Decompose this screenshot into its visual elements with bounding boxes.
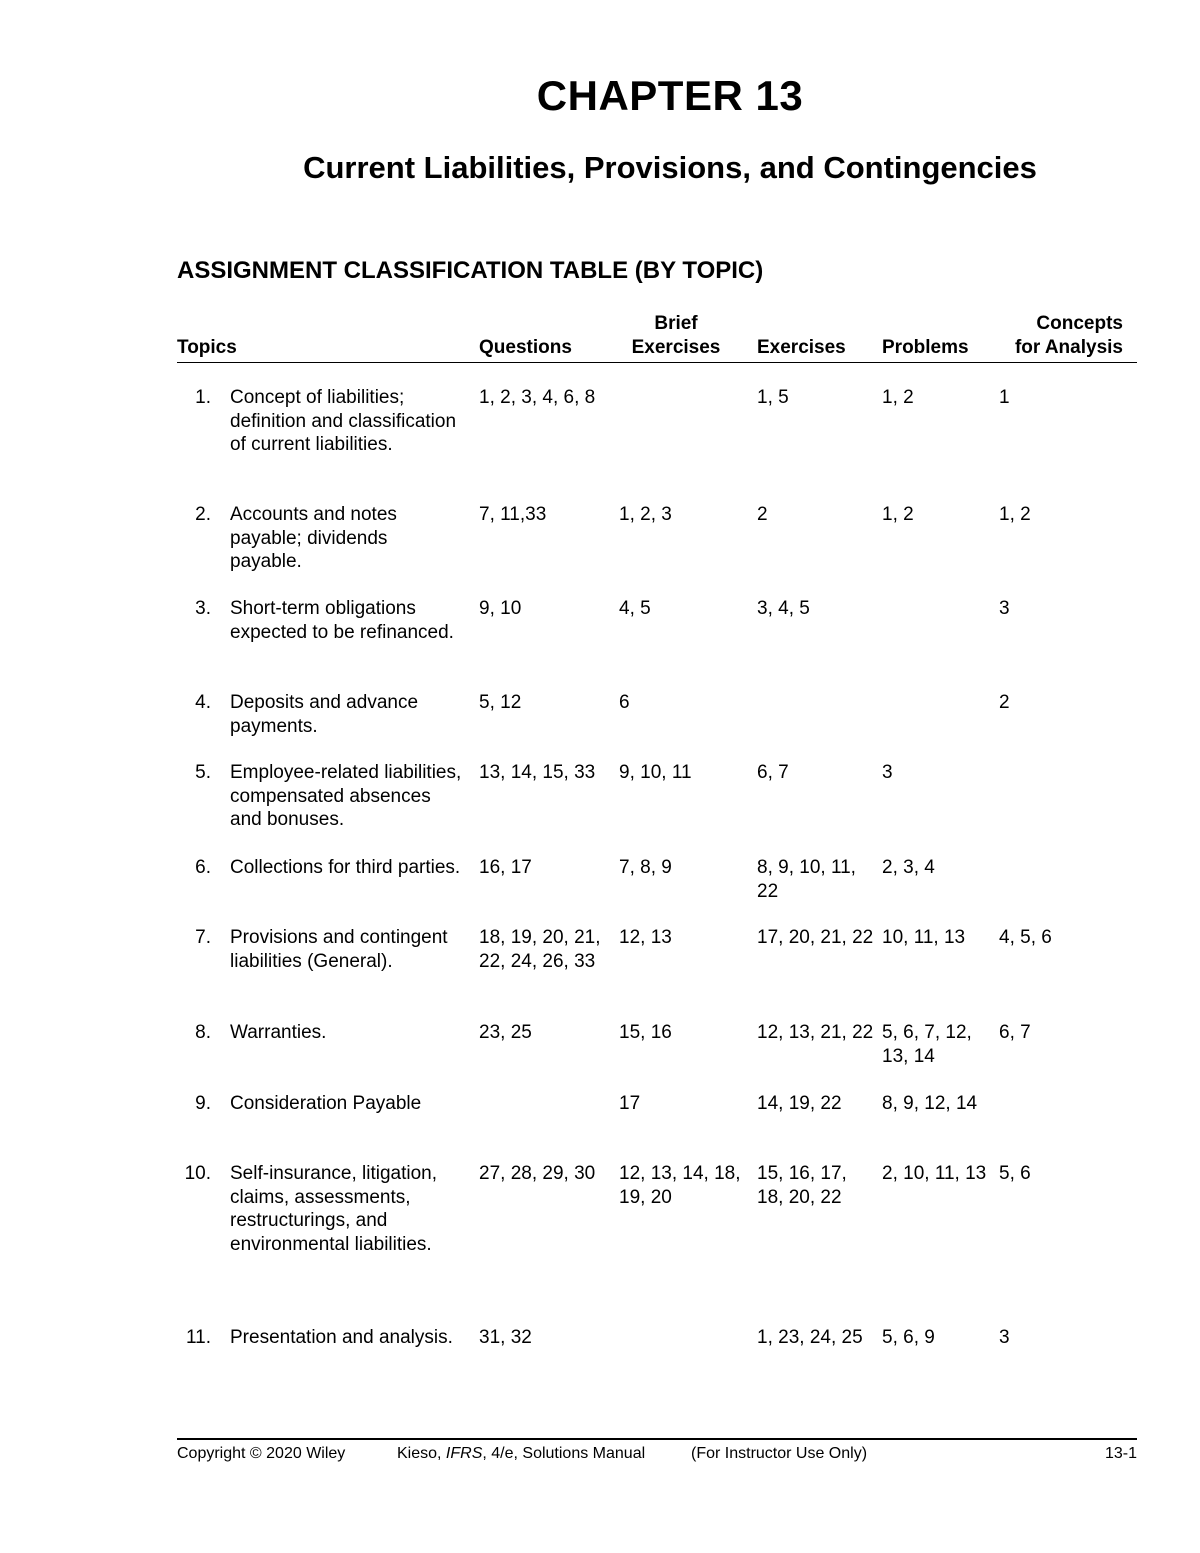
row-topic: Warranties. (230, 1022, 327, 1043)
row-concepts: 3 (999, 598, 1010, 619)
row-exercises: 1, 23, 24, 25 (757, 1327, 863, 1348)
row-questions: 16, 17 (479, 857, 532, 878)
row-exercises: 17, 20, 21, 22 (757, 927, 874, 948)
row-brief-exercises: 17 (619, 1093, 641, 1114)
row-exercises: 8, 9, 10, 11, 22 (757, 857, 856, 902)
row-brief-exercises: 9, 10, 11 (619, 762, 692, 783)
row-questions: 5, 12 (479, 692, 522, 713)
row-exercises: 3, 4, 5 (757, 598, 810, 619)
row-exercises: 1, 5 (757, 387, 789, 408)
row-number: 3. (195, 598, 211, 619)
row-questions: 13, 14, 15, 33 (479, 762, 596, 783)
row-number: 9. (195, 1093, 211, 1114)
table-header (177, 312, 1137, 363)
header-concepts-line2: for Analysis (1014, 337, 1123, 358)
row-topic: Employee-related liabilities, compensated absences and bonuses. (230, 762, 462, 830)
footer-book (397, 1445, 645, 1463)
row-number: 7. (195, 927, 211, 948)
row-topic: Consideration Payable (230, 1093, 422, 1114)
row-topic: Concept of liabilities; definition and classification of current liabilities. (230, 387, 457, 455)
row-problems: 5, 6, 9 (882, 1327, 935, 1348)
chapter-subtitle: Current Liabilities, Provisions, and Contingencies (303, 150, 1037, 185)
section-title: ASSIGNMENT CLASSIFICATION TABLE (BY TOPIC) (177, 257, 764, 284)
header-problems: Problems (882, 337, 969, 358)
row-number: 8. (195, 1022, 211, 1043)
row-problems: 8, 9, 12, 14 (882, 1093, 978, 1114)
header-brief-line2: Exercises (631, 337, 721, 358)
row-questions: 9, 10 (479, 598, 522, 619)
row-questions: 27, 28, 29, 30 (479, 1163, 596, 1184)
row-exercises: 6, 7 (757, 762, 789, 783)
row-questions: 31, 32 (479, 1327, 532, 1348)
row-topic: Accounts and notes payable; dividends payable. (230, 504, 397, 572)
row-number: 10. (184, 1163, 211, 1184)
header-concepts-for-analysis (999, 312, 1123, 360)
row-concepts: 1 (999, 387, 1010, 408)
row-problems: 3 (882, 762, 893, 783)
header-brief-exercises (626, 312, 726, 360)
row-concepts: 3 (999, 1327, 1010, 1348)
row-topic: Short-term obligations expected to be refinanced. (230, 598, 454, 643)
row-topic: Provisions and contingent liabilities (General). (230, 927, 448, 972)
row-problems: 5, 6, 7, 12, 13, 14 (882, 1022, 972, 1067)
row-problems: 1, 2 (882, 387, 914, 408)
row-concepts: 1, 2 (999, 504, 1031, 525)
row-problems: 2, 10, 11, 13 (882, 1163, 987, 1184)
row-concepts: 5, 6 (999, 1163, 1031, 1184)
header-topics: Topics (177, 337, 237, 358)
row-brief-exercises: 15, 16 (619, 1022, 672, 1043)
row-topic: Self-insurance, litigation, claims, assessments, restructurings, and environmental liabilities. (230, 1163, 437, 1255)
row-brief-exercises: 7, 8, 9 (619, 857, 672, 878)
row-concepts: 4, 5, 6 (999, 927, 1052, 948)
row-questions: 7, 11,33 (479, 504, 547, 525)
footer-book-prefix: Kieso, (397, 1445, 446, 1462)
row-number: 4. (195, 692, 211, 713)
row-number: 6. (195, 857, 211, 878)
footer-usage: (For Instructor Use Only) (691, 1445, 868, 1462)
row-topic: Collections for third parties. (230, 857, 461, 878)
footer-rule (177, 1438, 1137, 1440)
row-brief-exercises: 6 (619, 692, 630, 713)
row-exercises: 14, 19, 22 (757, 1093, 842, 1114)
row-brief-exercises: 12, 13 (619, 927, 672, 948)
row-problems: 1, 2 (882, 504, 914, 525)
row-brief-exercises: 1, 2, 3 (619, 504, 672, 525)
row-problems: 2, 3, 4 (882, 857, 935, 878)
header-questions: Questions (479, 337, 572, 358)
row-exercises: 2 (757, 504, 768, 525)
header-concepts-line1: Concepts (1036, 313, 1123, 334)
row-questions: 18, 19, 20, 21, 22, 24, 26, 33 (479, 927, 601, 972)
row-brief-exercises: 4, 5 (619, 598, 651, 619)
footer-book-suffix: , 4/e, Solutions Manual (482, 1445, 646, 1462)
row-brief-exercises: 12, 13, 14, 18, 19, 20 (619, 1163, 741, 1208)
row-number: 11. (185, 1327, 211, 1348)
row-concepts: 2 (999, 692, 1010, 713)
row-exercises: 12, 13, 21, 22 (757, 1022, 874, 1043)
row-topic: Presentation and analysis. (230, 1327, 453, 1348)
row-number: 2. (195, 504, 211, 525)
footer-page-number: 13-1 (1104, 1445, 1137, 1462)
header-exercises: Exercises (757, 337, 846, 358)
row-topic: Deposits and advance payments. (230, 692, 419, 737)
row-questions: 23, 25 (479, 1022, 532, 1043)
footer-copyright: Copyright © 2020 Wiley (177, 1445, 346, 1462)
row-exercises: 15, 16, 17, 18, 20, 22 (757, 1163, 847, 1208)
footer-book-italic: IFRS (445, 1445, 483, 1462)
row-number: 5. (195, 762, 211, 783)
row-number: 1. (195, 387, 211, 408)
row-concepts: 6, 7 (999, 1022, 1031, 1043)
chapter-title: CHAPTER 13 (536, 72, 804, 119)
row-problems: 10, 11, 13 (882, 927, 966, 948)
header-brief-line1: Brief (654, 313, 698, 334)
row-questions: 1, 2, 3, 4, 6, 8 (479, 387, 596, 408)
